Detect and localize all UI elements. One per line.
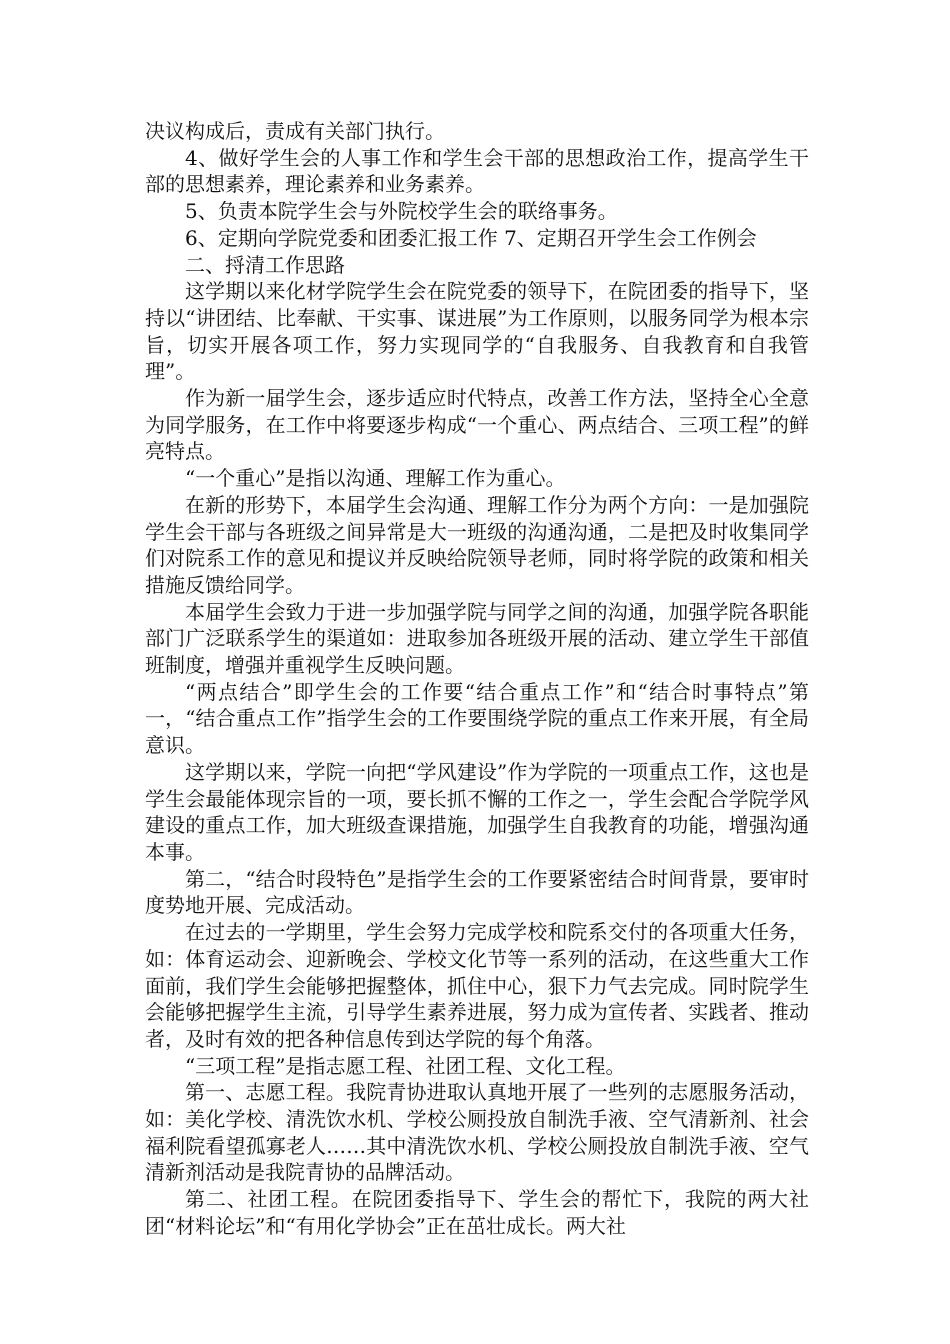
paragraph-item-5: 5、负责本院学生会与外院校学生会的联络事务。: [185, 199, 618, 224]
paragraph-intro: 这学期以来化材学院学生会在院党委的领导下，在院团委的指导下，坚持以“讲团结、比奉献、干实事、谋进展”为工作原则，以服务同学为根本宗旨，切实开展各项工作，努力实现同学的“自我服务、自我教育和自我管理”。: [145, 279, 809, 384]
paragraph-club-project: 第二、社团工程。在院团委指导下、学生会的帮忙下，我院的两大社团“材料论坛”和“有用化学协会”正在茁壮成长。两大社: [145, 1187, 809, 1238]
paragraph-item-6-7: 6、定期向学院党委和团委汇报工作 7、定期召开学生会工作例会: [185, 225, 757, 250]
paragraph-volunteer-project: 第一、志愿工程。我院青协进取认真地开展了一些列的志愿服务活动，如：美化学校、清洗饮水机、学校公厕投放自制洗手液、空气清新剂、社会福利院看望孤寡老人……其中清洗饮水机、学校公厕投放自制洗手液、空气清新剂活动是我院青协的品牌活动。: [145, 1080, 809, 1185]
paragraph-second-timing: 第二，“结合时段特色”是指学生会的工作要紧密结合时间背景，要审时度势地开展、完成活动。: [145, 866, 809, 918]
paragraph-continuation: 决议构成后，责成有关部门执行。: [145, 119, 445, 143]
paragraph-new-union: 作为新一届学生会，逐步适应时代特点，改善工作方法，坚持全心全意为同学服务，在工作中将要逐步构成“一个重心、两点结合、三项工程”的鲜亮特点。: [145, 386, 809, 464]
document-page: [145, 118, 809, 1240]
paragraph-communication: 本届学生会致力于进一步加强学院与同学之间的沟通，加强学院各职能部门广泛联系学生的渠道如：进取参加各班级开展的活动、建立学生干部值班制度，增强并重视学生反映问题。: [145, 599, 809, 678]
paragraph-three-projects: “三项工程”是指志愿工程、社团工程、文化工程。: [185, 1053, 626, 1078]
paragraph-two-directions: 在新的形势下，本届学生会沟通、理解工作分为两个方向：一是加强院学生会干部与各班级之间异常是大一班级的沟通沟通，二是把及时收集同学们对院系工作的意见和提议并反映给院领导老师，同时将学院的政策和相关措施反馈给同学。: [145, 492, 809, 597]
paragraph-one-focus: “一个重心”是指以沟通、理解工作为重心。: [185, 466, 566, 491]
paragraph-item-4: 4、做好学生会的人事工作和学生会干部的思想政治工作，提高学生干部的思想素养，理论素养和业务素养。: [145, 145, 809, 197]
paragraph-study-style: 这学期以来，学院一向把“学风建设”作为学院的一项重点工作，这也是学生会最能体现宗旨的一项，要长抓不懈的工作之一，学生会配合学院学风建设的重点工作，加大班级查课措施，加强学生自我教育的功能，增强沟通本事。: [145, 759, 809, 864]
paragraph-two-combinations: “两点结合”即学生会的工作要“结合重点工作”和“结合时事特点”第一，“结合重点工作”指学生会的工作要围绕学院的重点工作来开展，有全局意识。: [145, 679, 809, 758]
paragraph-past-semester: 在过去的一学期里，学生会努力完成学校和院系交付的各项重大任务，如：体育运动会、迎新晚会、学校文化节等一系列的活动，在这些重大工作面前，我们学生会能够把握整体，抓住中心，狠下力气去完成。同时院学生会能够把握学生主流，引导学生素养进展，努力成为宣传者、实践者、推动者，及时有效的把各种信息传到达学院的每个角落。: [145, 920, 809, 1051]
section-heading-2: 二、捋清工作思路: [185, 252, 345, 277]
